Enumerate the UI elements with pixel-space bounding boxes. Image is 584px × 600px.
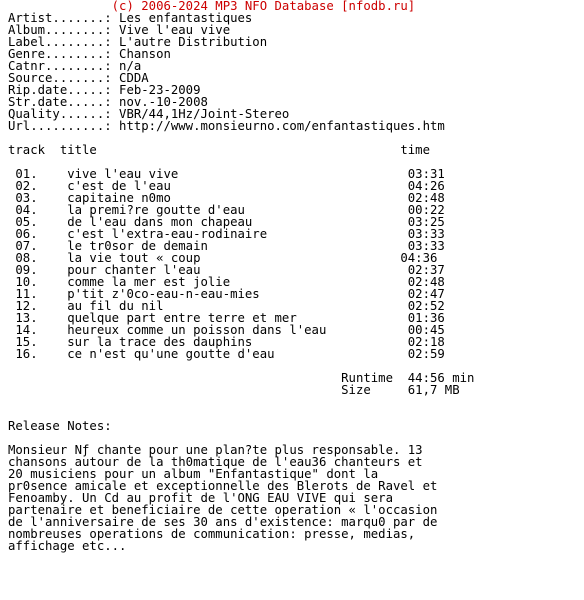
release-notes-line: de l'anniversaire de ses 30 ans d'existence: marqu0 par de bbox=[8, 515, 438, 529]
release-notes-title: Release Notes: bbox=[8, 419, 112, 433]
track-row: 07. le tr0sor de demain 03:33 bbox=[8, 239, 445, 253]
info-str-date: Str.date.....: nov.-10-2008 bbox=[8, 95, 208, 109]
info-catnr: Catnr........: n/a bbox=[8, 59, 142, 73]
info-quality: Quality......: VBR/44,1Hz/Joint-Stereo bbox=[8, 107, 290, 121]
info-genre: Genre........: Chanson bbox=[8, 47, 171, 61]
track-row: 15. sur la trace des dauphins 02:18 bbox=[8, 335, 445, 349]
track-row: 03. capitaine n0mo 02:48 bbox=[8, 191, 445, 205]
info-source: Source.......: CDDA bbox=[8, 71, 149, 85]
track-row: 04. la premi?re goutte d'eau 00:22 bbox=[8, 203, 445, 217]
release-notes-line: chansons autour de la th0matique de l'eau36 chanteurs et bbox=[8, 455, 423, 469]
track-row: 12. au fil du nil 02:52 bbox=[8, 299, 445, 313]
release-notes-line: 20 musiciens pour un album "Enfantastique" dont la bbox=[8, 467, 379, 481]
track-row: 08. la vie tout « coup 04:36 bbox=[8, 251, 438, 265]
track-row: 14. heureux comme un poisson dans l'eau 00:45 bbox=[8, 323, 445, 337]
tracklist-header: track title time bbox=[8, 143, 430, 157]
track-row: 06. c'est l'extra-eau-rodinaire 03:33 bbox=[8, 227, 445, 241]
release-notes-line: Fenoamby. Un Cd au profit de l'ONG EAU VIVE qui sera bbox=[8, 491, 393, 505]
info-rip-date: Rip.date.....: Feb-23-2009 bbox=[8, 83, 201, 97]
track-row: 01. vive l'eau vive 03:31 bbox=[8, 167, 445, 181]
info-url: Url..........: http://www.monsieurno.com/enfantastiques.htm bbox=[8, 119, 445, 133]
track-row: 02. c'est de l'eau 04:26 bbox=[8, 179, 445, 193]
site-header: (c) 2006-2024 MP3 NFO Database [nfodb.ru] bbox=[8, 0, 416, 13]
nfo-document bbox=[8, 0, 584, 552]
track-row: 05. de l'eau dans mon chapeau 03:25 bbox=[8, 215, 445, 229]
release-notes-line: partenaire et beneficiaire de cette operation « l'occasion bbox=[8, 503, 438, 517]
track-row: 13. quelque part entre terre et mer 01:36 bbox=[8, 311, 445, 325]
release-notes-line: pr0sence amicale et exceptionnelle des Blerots de Ravel et bbox=[8, 479, 438, 493]
info-album: Album........: Vive l'eau vive bbox=[8, 23, 231, 37]
size-line: Size 61,7 MB bbox=[8, 383, 460, 397]
track-row: 10. comme la mer est jolie 02:48 bbox=[8, 275, 445, 289]
release-notes-line: affichage etc... bbox=[8, 539, 127, 553]
release-notes-line: nombreuses operations de communication: presse, medias, bbox=[8, 527, 416, 541]
info-artist: Artist.......: Les enfantastiques bbox=[8, 11, 253, 25]
info-label: Label........: L'autre Distribution bbox=[8, 35, 268, 49]
track-row: 11. p'tit z'0co-eau-n-eau-mies 02:47 bbox=[8, 287, 445, 301]
release-notes-line: Monsieur Nƒ chante pour une plan?te plus responsable. 13 bbox=[8, 443, 423, 457]
blank-line bbox=[8, 396, 584, 408]
track-row: 16. ce n'est qu'une goutte d'eau 02:59 bbox=[8, 347, 445, 361]
track-row: 09. pour chanter l'eau 02:37 bbox=[8, 263, 445, 277]
runtime-line: Runtime 44:56 min bbox=[8, 371, 475, 385]
